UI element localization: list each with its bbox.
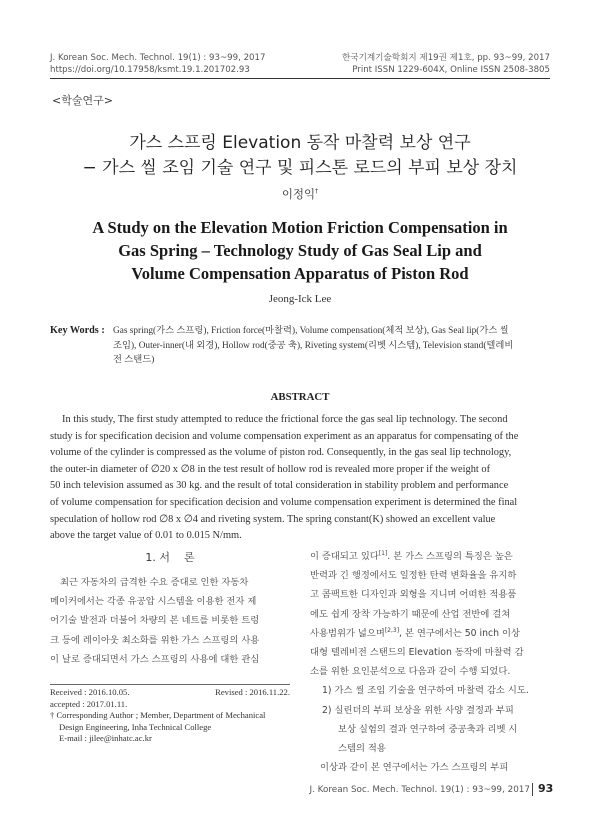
title-english-line3: Volume Compensation Apparatus of Piston Rod xyxy=(131,264,469,283)
body-line: 이 날로 증대되면서 가스 스프링의 사용에 대한 관심 xyxy=(50,653,260,665)
doi-link[interactable]: https://doi.org/10.17958/ksmt.19.1.201702.93 xyxy=(50,65,250,75)
abstract-line: above the target value of 0.01 to 0.015 N/mm. xyxy=(50,530,242,542)
body-line: 이 증대되고 있다[1]. 본 가스 스프링의 특징은 높은 xyxy=(310,549,513,562)
corresponding-mark: † xyxy=(315,188,319,196)
title-korean-line1: 가스 스프링 Elevation 동작 마찰력 보상 연구 xyxy=(129,133,471,153)
abstract-line: the outer-in diameter of ∅20 x ∅8 in the test result of hollow rod is revealed more proper if the weight of xyxy=(50,463,491,475)
body-line: 소를 위한 요인분석으로 다음과 같이 수행 되었다. xyxy=(310,666,511,678)
title-english-line1: A Study on the Elevation Motion Friction Compensation in xyxy=(92,218,508,237)
footnote-block xyxy=(50,687,290,745)
keywords-list xyxy=(113,324,553,368)
abstract-body xyxy=(50,412,550,545)
revised-date: Revised : 2016.11.22. xyxy=(215,687,290,697)
abstract-line: speculation of hollow rod ∅8 x ∅4 and riveting system. The spring constant(K) showed an excellent value xyxy=(50,513,496,525)
keywords-line: 조임), Outer-inner(내 외경), Hollow rod(중공 축), Riveting system(리벳 시스템), Television stand(텔레비 xyxy=(113,340,514,351)
accepted-date: accepted : 2017.01.11. xyxy=(50,698,128,709)
body-line: 사용범위가 넓으며[2,3], 본 연구에서는 50 inch 이상 xyxy=(310,626,520,639)
section-label: <학술연구> xyxy=(52,94,113,107)
abstract-line: of volume compensation for specification decision and volume compensation experiment is determined the final xyxy=(50,496,518,508)
abstract-line: 50 inch television assumed as 30 kg. and the result of total consideration in stability problem and performance xyxy=(50,480,509,492)
list-item: 2) 실린더의 부피 보상을 위한 사양 결정과 부피 xyxy=(322,704,514,716)
footer-citation: J. Korean Soc. Mech. Technol. 19(1) : 93~99, 2017 xyxy=(309,785,530,795)
footnote-rule xyxy=(50,684,290,685)
title-english-line2: Gas Spring – Technology Study of Gas Seal Lip and xyxy=(118,241,482,260)
journal-korean-header: 한국기계기술학회지 제19권 제1호, pp. 93~99, 2017 xyxy=(341,53,550,63)
author-email[interactable]: E-mail : jilee@inhatc.ac.kr xyxy=(59,733,152,743)
left-column-body xyxy=(50,573,290,669)
abstract-line: study is for specification decision and volume compensation experiment as an apparatus for compensating of the xyxy=(50,430,519,442)
received-date: Received : 2016.10.05. xyxy=(50,687,130,697)
citation-ref[interactable]: [1] xyxy=(378,549,388,557)
corresponding-affiliation: Design Engineering, Inha Technical College xyxy=(59,721,212,732)
body-line: 메이커에서는 각종 유공압 시스템을 이용한 전자 제 xyxy=(50,596,257,608)
body-line: 대형 텔레비전 스탠드의 Elevation 동작에 마찰력 감 xyxy=(310,647,524,659)
author-korean xyxy=(0,186,600,202)
author-english: Jeong-Ick Lee xyxy=(268,293,332,305)
body-line: 이상과 같이 본 연구에서는 가스 스프링의 부피 xyxy=(320,762,509,774)
list-item: 1) 가스 씰 조임 기술을 연구하여 마찰력 감소 시도. xyxy=(322,685,529,697)
footer-separator xyxy=(532,783,533,796)
body-line: 최근 자동차의 급격한 수요 증대로 인한 자동차 xyxy=(60,577,249,588)
list-item-continuation: 보상 실험의 결과 연구하여 중공축과 리벳 시 xyxy=(338,723,518,735)
page-number: 93 xyxy=(538,782,554,795)
title-korean-line2: − 가스 씰 조임 기술 연구 및 피스톤 로드의 부피 보상 장치 xyxy=(82,158,518,178)
corresponding-author: † Corresponding Author ; Member, Department of Mechanical xyxy=(50,710,266,720)
body-line: 어기술 발전과 더불어 차량의 본 네트를 비롯한 트렁 xyxy=(50,615,260,627)
body-line: 반력과 긴 행정에서도 일정한 탄력 변화율을 유지하 xyxy=(310,570,517,582)
abstract-line: volume of the cylinder is compressed as the volume of piston rod. Consequently, in the gas seal lip technology, xyxy=(50,447,512,459)
citation-ref[interactable]: [2,3] xyxy=(384,626,400,634)
keywords-line: 전 스탠드) xyxy=(113,355,155,365)
journal-citation-header: J. Korean Soc. Mech. Technol. 19(1) : 93~99, 2017 xyxy=(50,53,266,63)
body-line: 에도 쉽게 장착 가능하기 때문에 산업 전반에 걸쳐 xyxy=(310,608,511,620)
author-korean-name: 이정익 xyxy=(281,187,316,201)
body-line: 크 등에 레이아웃 최소화를 위한 가스 스프링의 사용 xyxy=(50,634,260,646)
list-item-continuation: 스템의 적용 xyxy=(338,743,386,755)
keywords-line: Gas spring(가스 스프링), Friction force(마찰력), Volume compensation(체적 보상), Gas Seal lip(가스 씰 xyxy=(113,326,509,336)
keywords-label: Key Words : xyxy=(50,325,105,336)
section-1-heading: 1. 서 론 xyxy=(145,551,195,564)
issn-header: Print ISSN 1229-604X, Online ISSN 2508-3805 xyxy=(352,65,550,75)
abstract-line: In this study, The first study attempted to reduce the frictional force the gas seal lip technology. The second xyxy=(62,414,508,425)
right-column-body xyxy=(310,547,550,777)
body-line: 고 콤팩트한 디자인과 외형을 지니며 어떠한 적용품 xyxy=(310,589,517,601)
abstract-heading: ABSTRACT xyxy=(270,391,330,403)
header-rule xyxy=(50,78,550,79)
